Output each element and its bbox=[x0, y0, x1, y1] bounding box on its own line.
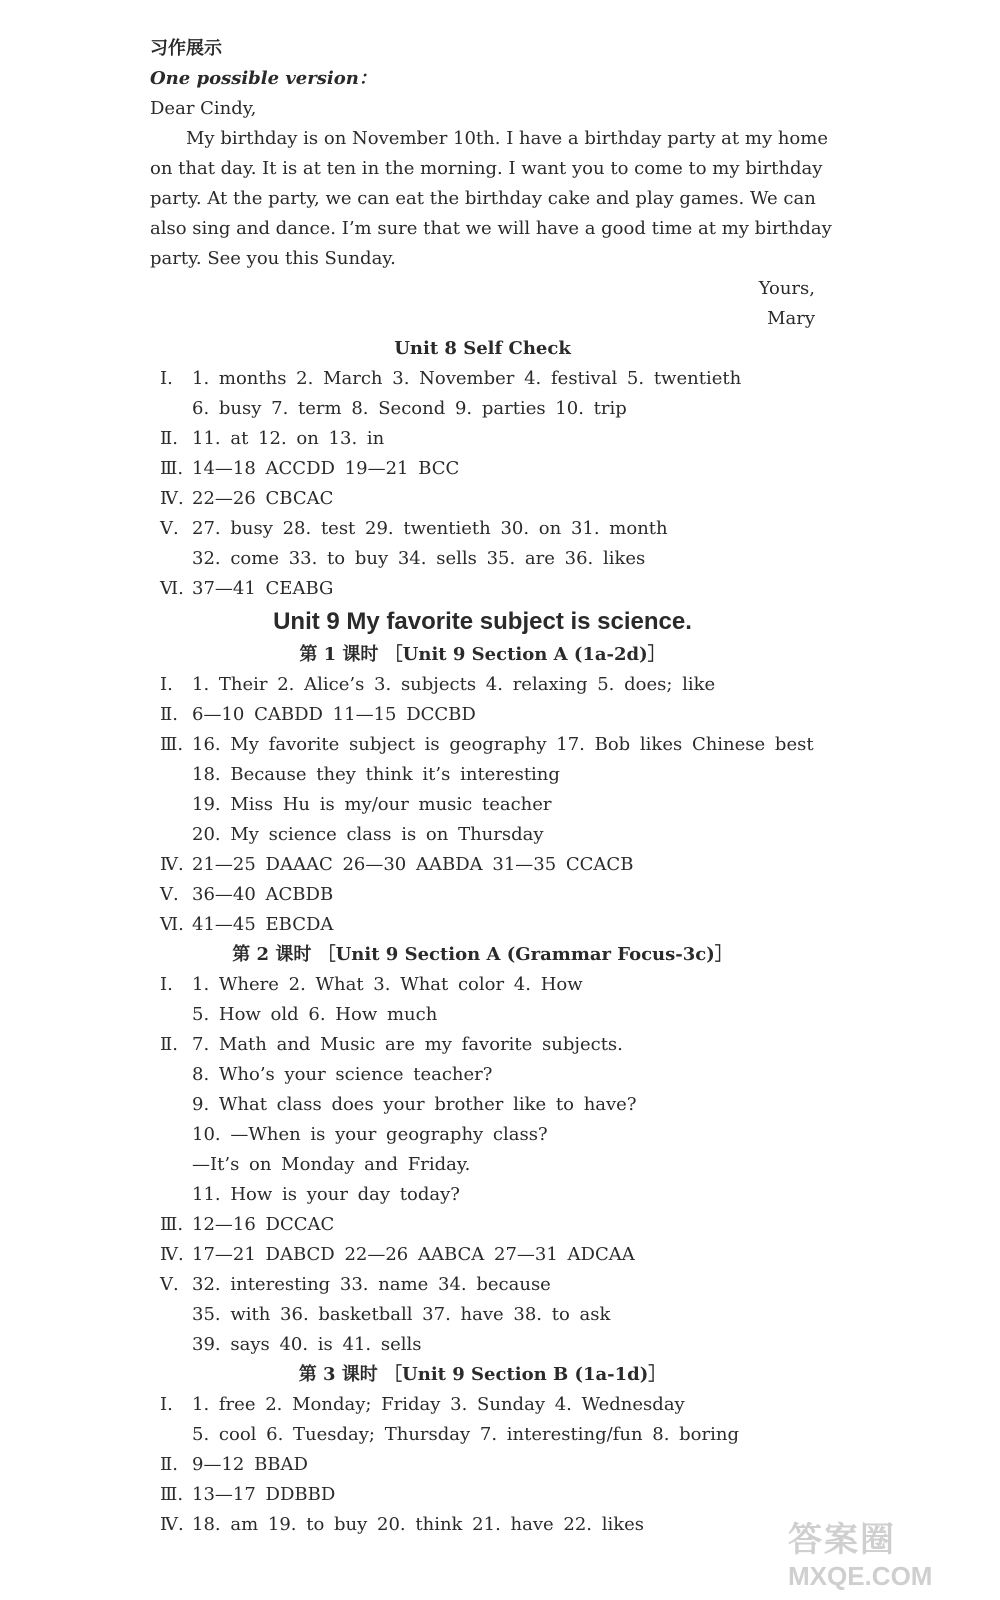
answer-text: 19. Miss Hu is my/our music teacher bbox=[192, 794, 552, 815]
answer-page bbox=[150, 34, 832, 1540]
essay-line: party. At the party, we can eat the birthday cake and play games. We can bbox=[150, 188, 816, 209]
question-group-number: Ⅱ. bbox=[160, 428, 178, 449]
answer-text: 32. come 33. to buy 34. sells 35. are 36. likes bbox=[192, 548, 646, 569]
question-group-number: Ⅰ. bbox=[160, 1394, 173, 1415]
answer-text: 8. Who’s your science teacher? bbox=[192, 1064, 493, 1085]
answer-row bbox=[150, 700, 815, 730]
lesson-title: 第 3 课时 ［Unit 9 Section B (1a-1d)］ bbox=[298, 1364, 667, 1385]
answer-row bbox=[150, 544, 815, 574]
answer-row bbox=[150, 574, 815, 604]
answer-row bbox=[150, 1120, 815, 1150]
answer-text: 18. Because they think it’s interesting bbox=[192, 764, 560, 785]
answer-text: 18. am 19. to buy 20. think 21. have 22. likes bbox=[192, 1514, 645, 1535]
answer-text: 1. Where 2. What 3. What color 4. How bbox=[192, 974, 583, 995]
watermark-cn: 答案圈 bbox=[788, 1521, 896, 1559]
question-group-number: Ⅰ. bbox=[160, 674, 173, 695]
lesson-title: 第 1 课时 ［Unit 9 Section A (1a-2d)］ bbox=[299, 644, 666, 665]
answer-row bbox=[150, 820, 815, 850]
answer-row bbox=[150, 1090, 815, 1120]
answer-text: 9. What class does your brother like to have? bbox=[192, 1094, 637, 1115]
answer-row bbox=[150, 394, 815, 424]
question-group-number: Ⅳ. bbox=[160, 1514, 184, 1535]
answer-row bbox=[150, 1180, 815, 1210]
essay-line: party. See you this Sunday. bbox=[150, 248, 396, 269]
question-group-number: Ⅲ. bbox=[160, 734, 184, 755]
answer-text: 5. cool 6. Tuesday; Thursday 7. interesting/fun 8. boring bbox=[192, 1424, 739, 1445]
answer-row bbox=[150, 1450, 815, 1480]
answer-text: —It’s on Monday and Friday. bbox=[192, 1154, 471, 1175]
answer-text: 21—25 DAAAC 26—30 AABDA 31—35 CCACB bbox=[192, 854, 634, 875]
unit8-title: Unit 8 Self Check bbox=[394, 338, 571, 359]
essay-line: also sing and dance. I’m sure that we will have a good time at my birthday bbox=[150, 218, 832, 239]
answer-row bbox=[150, 1240, 815, 1270]
question-group-number: Ⅳ. bbox=[160, 854, 184, 875]
answer-text: 39. says 40. is 41. sells bbox=[192, 1334, 422, 1355]
answer-text: 14—18 ACCDD 19—21 BCC bbox=[192, 458, 460, 479]
answer-text: 11. at 12. on 13. in bbox=[192, 428, 385, 449]
answer-row bbox=[150, 1270, 815, 1300]
answer-row bbox=[150, 1030, 815, 1060]
question-group-number: Ⅵ. bbox=[160, 914, 184, 935]
answer-text: 37—41 CEABG bbox=[192, 578, 334, 599]
answer-text: 6—10 CABDD 11—15 DCCBD bbox=[192, 704, 476, 725]
answer-text: 16. My favorite subject is geography 17. Bob likes Chinese best bbox=[192, 734, 814, 755]
question-group-number: Ⅰ. bbox=[160, 368, 173, 389]
answer-row bbox=[150, 790, 815, 820]
answer-text: 1. free 2. Monday; Friday 3. Sunday 4. Wednesday bbox=[192, 1394, 685, 1415]
answer-text: 27. busy 28. test 29. twentieth 30. on 31. month bbox=[192, 518, 668, 539]
answer-row bbox=[150, 454, 815, 484]
answer-text: 1. months 2. March 3. November 4. festival 5. twentieth bbox=[192, 368, 742, 389]
answer-text: 10. —When is your geography class? bbox=[192, 1124, 548, 1145]
answer-row bbox=[150, 1330, 815, 1360]
essay-line: on that day. It is at ten in the morning. I want you to come to my birthday bbox=[150, 158, 823, 179]
answer-text: 36—40 ACBDB bbox=[192, 884, 334, 905]
answer-text: 11. How is your day today? bbox=[192, 1184, 460, 1205]
question-group-number: Ⅱ. bbox=[160, 1034, 178, 1055]
question-group-number: Ⅲ. bbox=[160, 1214, 184, 1235]
lesson-title: 第 2 课时 ［Unit 9 Section A (Grammar Focus-3c)］ bbox=[232, 944, 733, 965]
answer-text: 20. My science class is on Thursday bbox=[192, 824, 544, 845]
answer-text: 41—45 EBCDA bbox=[192, 914, 334, 935]
answer-text: 7. Math and Music are my favorite subjects. bbox=[192, 1034, 623, 1055]
question-group-number: Ⅳ. bbox=[160, 488, 184, 509]
answer-text: 9—12 BBAD bbox=[192, 1454, 308, 1475]
answer-text: 35. with 36. basketball 37. have 38. to ask bbox=[192, 1304, 611, 1325]
answer-row bbox=[150, 1060, 815, 1090]
answer-row bbox=[150, 1510, 815, 1540]
answer-row bbox=[150, 1390, 815, 1420]
answer-row bbox=[150, 910, 815, 940]
answer-text: 1. Their 2. Alice’s 3. subjects 4. relaxing 5. does; like bbox=[192, 674, 716, 695]
answer-row bbox=[150, 1210, 815, 1240]
answer-row bbox=[150, 970, 815, 1000]
essay-closing: Yours, bbox=[758, 278, 815, 299]
answer-row bbox=[150, 1480, 815, 1510]
answer-row bbox=[150, 670, 815, 700]
question-group-number: Ⅴ. bbox=[160, 1274, 179, 1295]
watermark-en: MXQE.COM bbox=[788, 1561, 933, 1591]
answer-row bbox=[150, 730, 815, 760]
answer-row bbox=[150, 880, 815, 910]
answer-text: 17—21 DABCD 22—26 AABCA 27—31 ADCAA bbox=[192, 1244, 635, 1265]
answer-row bbox=[150, 1420, 815, 1450]
answer-row bbox=[150, 424, 815, 454]
answer-text: 5. How old 6. How much bbox=[192, 1004, 438, 1025]
question-group-number: Ⅰ. bbox=[160, 974, 173, 995]
question-group-number: Ⅲ. bbox=[160, 1484, 184, 1505]
question-group-number: Ⅵ. bbox=[160, 578, 184, 599]
essay-signature: Mary bbox=[767, 308, 815, 329]
question-group-number: Ⅳ. bbox=[160, 1244, 184, 1265]
essay-line: My birthday is on November 10th. I have a birthday party at my home bbox=[186, 128, 828, 149]
question-group-number: Ⅴ. bbox=[160, 518, 179, 539]
answer-row bbox=[150, 850, 815, 880]
essay-heading: 习作展示 bbox=[150, 38, 222, 59]
answer-row bbox=[150, 1300, 815, 1330]
answer-text: 13—17 DDBBD bbox=[192, 1484, 336, 1505]
answer-text: 12—16 DCCAC bbox=[192, 1214, 335, 1235]
answer-row bbox=[150, 514, 815, 544]
question-group-number: Ⅱ. bbox=[160, 1454, 178, 1475]
question-group-number: Ⅲ. bbox=[160, 458, 184, 479]
essay-version: One possible version： bbox=[150, 68, 377, 89]
answer-row bbox=[150, 1150, 815, 1180]
answer-row bbox=[150, 760, 815, 790]
unit9-title: Unit 9 My favorite subject is science. bbox=[273, 608, 692, 635]
answer-text: 22—26 CBCAC bbox=[192, 488, 334, 509]
answer-row bbox=[150, 484, 815, 514]
answer-text: 32. interesting 33. name 34. because bbox=[192, 1274, 551, 1295]
answer-text: 6. busy 7. term 8. Second 9. parties 10. trip bbox=[192, 398, 627, 419]
essay-greeting: Dear Cindy, bbox=[150, 98, 257, 119]
answer-row bbox=[150, 364, 815, 394]
question-group-number: Ⅱ. bbox=[160, 704, 178, 725]
watermark-logo bbox=[788, 1512, 978, 1592]
answer-row bbox=[150, 1000, 815, 1030]
question-group-number: Ⅴ. bbox=[160, 884, 179, 905]
